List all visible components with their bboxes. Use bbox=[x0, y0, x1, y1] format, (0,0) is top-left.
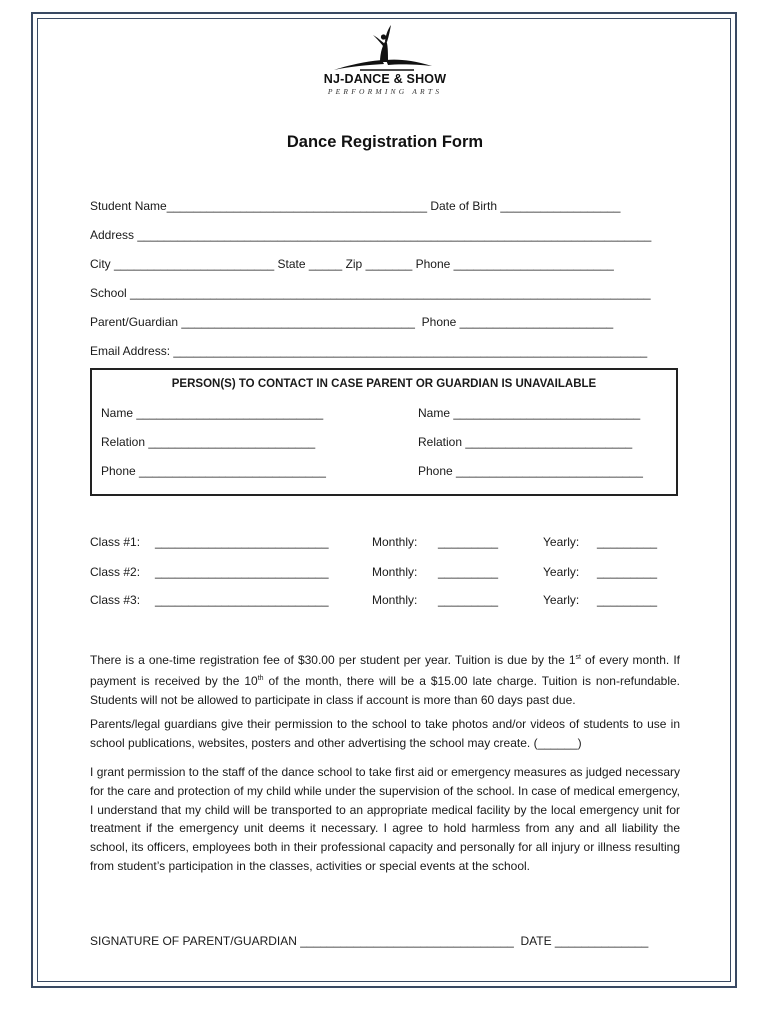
monthly-field[interactable]: _________ bbox=[438, 593, 499, 607]
yearly-label: Yearly: bbox=[543, 593, 580, 607]
form-title: Dance Registration Form bbox=[286, 133, 484, 151]
class-label: Class #1: bbox=[90, 535, 141, 549]
yearly-label: Yearly: bbox=[543, 565, 580, 579]
email-field[interactable]: Email Address: _______________________________________________________________________ bbox=[90, 344, 648, 358]
class-name-field[interactable]: __________________________ bbox=[155, 535, 329, 549]
fee-text-c: of the month, there will be a $15.00 late charge. Tuition is non-refundable. Students will not be allowed to participate in class if account is more than 60 days past due. bbox=[90, 673, 680, 707]
monthly-label: Monthly: bbox=[372, 565, 418, 579]
fee-sup-1: st bbox=[575, 654, 581, 661]
logo bbox=[300, 24, 470, 104]
monthly-label: Monthly: bbox=[372, 535, 418, 549]
school-field[interactable]: School ______________________________________________________________________________ bbox=[90, 286, 651, 300]
contact2-relation-field[interactable]: Relation _________________________ bbox=[418, 435, 633, 449]
monthly-field[interactable]: _________ bbox=[438, 565, 499, 579]
yearly-field[interactable]: _________ bbox=[597, 593, 658, 607]
monthly-label: Monthly: bbox=[372, 593, 418, 607]
fee-text-b: of every month. If payment is received by the 10 bbox=[90, 653, 680, 688]
contact2-phone-field[interactable]: Phone ____________________________ bbox=[418, 464, 643, 478]
yearly-field[interactable]: _________ bbox=[597, 565, 658, 579]
yearly-field[interactable]: _________ bbox=[597, 535, 658, 549]
class-name-field[interactable]: __________________________ bbox=[155, 565, 329, 579]
class-name-field[interactable]: __________________________ bbox=[155, 593, 329, 607]
contact1-phone-field[interactable]: Phone ____________________________ bbox=[101, 464, 326, 478]
dancer-silhouette-icon bbox=[330, 24, 440, 74]
address-field[interactable]: Address _____________________________________________________________________________ bbox=[90, 228, 652, 242]
emergency-contact-box bbox=[90, 368, 678, 496]
logo-subtitle: PERFORMING ARTS bbox=[327, 87, 443, 96]
photo-permission-paragraph: Parents/legal guardians give their permission to the school to take photos and/or videos of students to use in school publications, websites, posters and other advertising the school may create. (______) bbox=[90, 717, 680, 750]
emergency-contact-title: PERSON(S) TO CONTACT IN CASE PARENT OR GUARDIAN IS UNAVAILABLE bbox=[171, 378, 597, 390]
monthly-field[interactable]: _________ bbox=[438, 535, 499, 549]
class-label: Class #3: bbox=[90, 593, 141, 607]
contact2-name-field[interactable]: Name ____________________________ bbox=[418, 406, 641, 420]
parent-guardian-field[interactable]: Parent/Guardian ___________________________________ Phone _______________________ bbox=[90, 315, 614, 329]
city-state-zip-phone-field[interactable]: City ________________________ State _____ Zip _______ Phone ________________________ bbox=[90, 257, 614, 271]
signature-date-field[interactable]: SIGNATURE OF PARENT/GUARDIAN ________________________________ DATE ______________ bbox=[90, 934, 649, 948]
fee-paragraph bbox=[90, 649, 680, 709]
fee-text-a: There is a one-time registration fee of $30.00 per student per year. Tuition is due by the 1 bbox=[90, 653, 576, 667]
logo-name: NJ-DANCE & SHOW bbox=[323, 72, 447, 86]
contact1-relation-field[interactable]: Relation _________________________ bbox=[101, 435, 316, 449]
medical-consent-paragraph: I grant permission to the staff of the dance school to take first aid or emergency measures as judged necessary for the care and protection of my child while under the supervision of the school. In case of medical emergency, I understand that my child will be transported to an appropriate medical facility by the local emergency unit for treatment if the emergency unit deems it necessary. I agree to hold harmless from any and all liability the school, its officers, employees both in their professional capacity and personally for all injury or illness resulting from student’s participation in the classes, activities or special events at the school. bbox=[90, 765, 680, 873]
fee-sup-2: th bbox=[257, 674, 264, 682]
yearly-label: Yearly: bbox=[543, 535, 580, 549]
student-name-field[interactable]: Student Name_______________________________________ Date of Birth __________________ bbox=[90, 199, 621, 213]
class-label: Class #2: bbox=[90, 565, 141, 579]
contact1-name-field[interactable]: Name ____________________________ bbox=[101, 406, 324, 420]
